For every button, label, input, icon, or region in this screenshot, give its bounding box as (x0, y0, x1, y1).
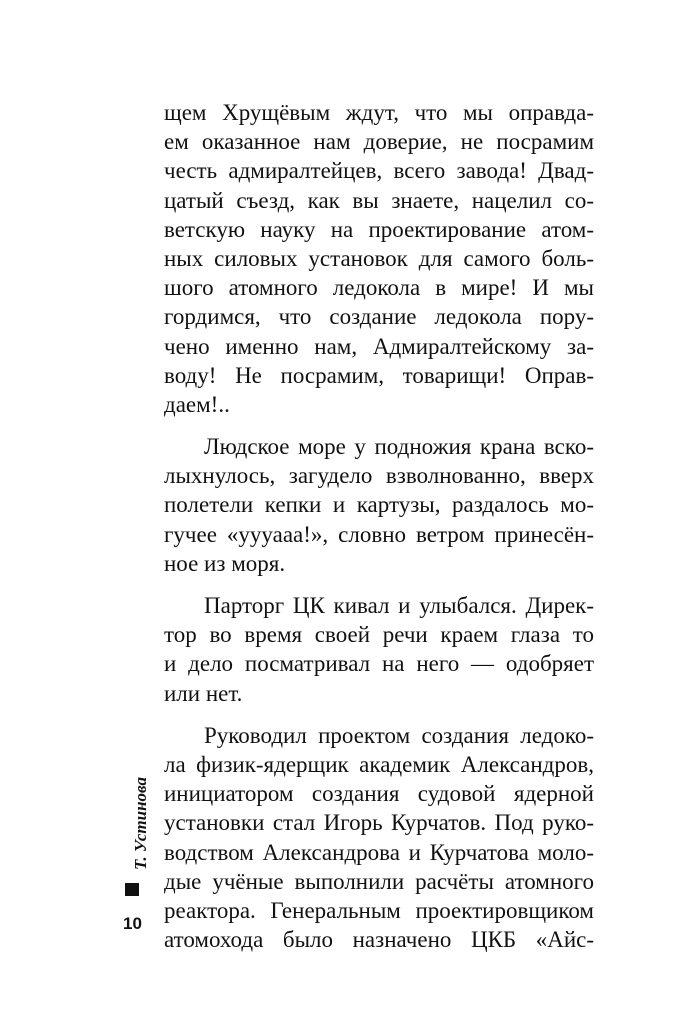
paragraph-spacing (164, 578, 594, 591)
paragraph-4 (164, 721, 594, 955)
text-line: и дело посматривал на него — одобряет (164, 651, 594, 677)
running-head-author: Т. Устинова (131, 777, 150, 870)
text-line: Парторг ЦК кивал и улыбался. Дирек- (204, 593, 594, 618)
text-line: ем оказанное нам доверие, не посрамим (164, 129, 594, 155)
paragraph-1 (164, 98, 594, 419)
text-line: воду! Не посрамим, товарищи! Оправ- (164, 362, 594, 388)
text-line: атомохода было назначено ЦКБ «Айс- (164, 927, 594, 953)
text-line: водством Александрова и Курчатова моло- (164, 839, 594, 865)
text-line: даем!.. (164, 391, 230, 417)
text-line: инициатором создания судовой ядерной (164, 781, 594, 807)
paragraph-spacing (164, 708, 594, 721)
paragraph-3 (164, 591, 594, 708)
text-line: реактора. Генеральным проектировщиком (164, 897, 594, 923)
square-marker-icon (125, 883, 139, 896)
text-line: ное из моря. (164, 550, 286, 576)
text-line: гучее «уууааа!», словно ветром принесён- (164, 521, 594, 547)
text-line: Людское море у подножия крана вско- (204, 434, 594, 460)
text-line: честь адмиралтейцев, всего завода! Двад- (164, 158, 594, 184)
text-line: цатый съезд, как вы знаете, нацелил со- (164, 187, 594, 213)
page-number: 10 (123, 914, 142, 933)
text-line: или нет. (164, 680, 243, 706)
text-line: тор во время своей речи краем глаза то (164, 622, 594, 648)
text-line: ла физик-ядерщик академик Александров, (164, 751, 594, 777)
body-text (164, 98, 594, 954)
text-line: гордимся, что создание ледокола пору- (164, 304, 594, 330)
text-line: дые учёные выполнили расчёты атомного (164, 868, 594, 894)
text-line: ветскую науку на проектирование атом- (164, 216, 594, 242)
paragraph-spacing (164, 419, 594, 432)
text-line: ных силовых установок для самого боль- (164, 245, 594, 271)
text-line: шого атомного ледокола в мире! И мы (164, 275, 594, 301)
text-line: Руководил проектом создания ледоко- (204, 722, 594, 748)
text-line: установки стал Игорь Курчатов. Под руко- (164, 810, 594, 836)
text-line: чено именно нам, Адмиралтейскому за- (164, 333, 594, 359)
text-line: лыхнулось, загудело взволнованно, вверх (164, 463, 594, 489)
paragraph-2 (164, 432, 594, 578)
text-line: щем Хрущёвым ждут, что мы оправда- (164, 100, 594, 125)
text-line: полетели кепки и картузы, раздалось мо- (164, 492, 594, 518)
